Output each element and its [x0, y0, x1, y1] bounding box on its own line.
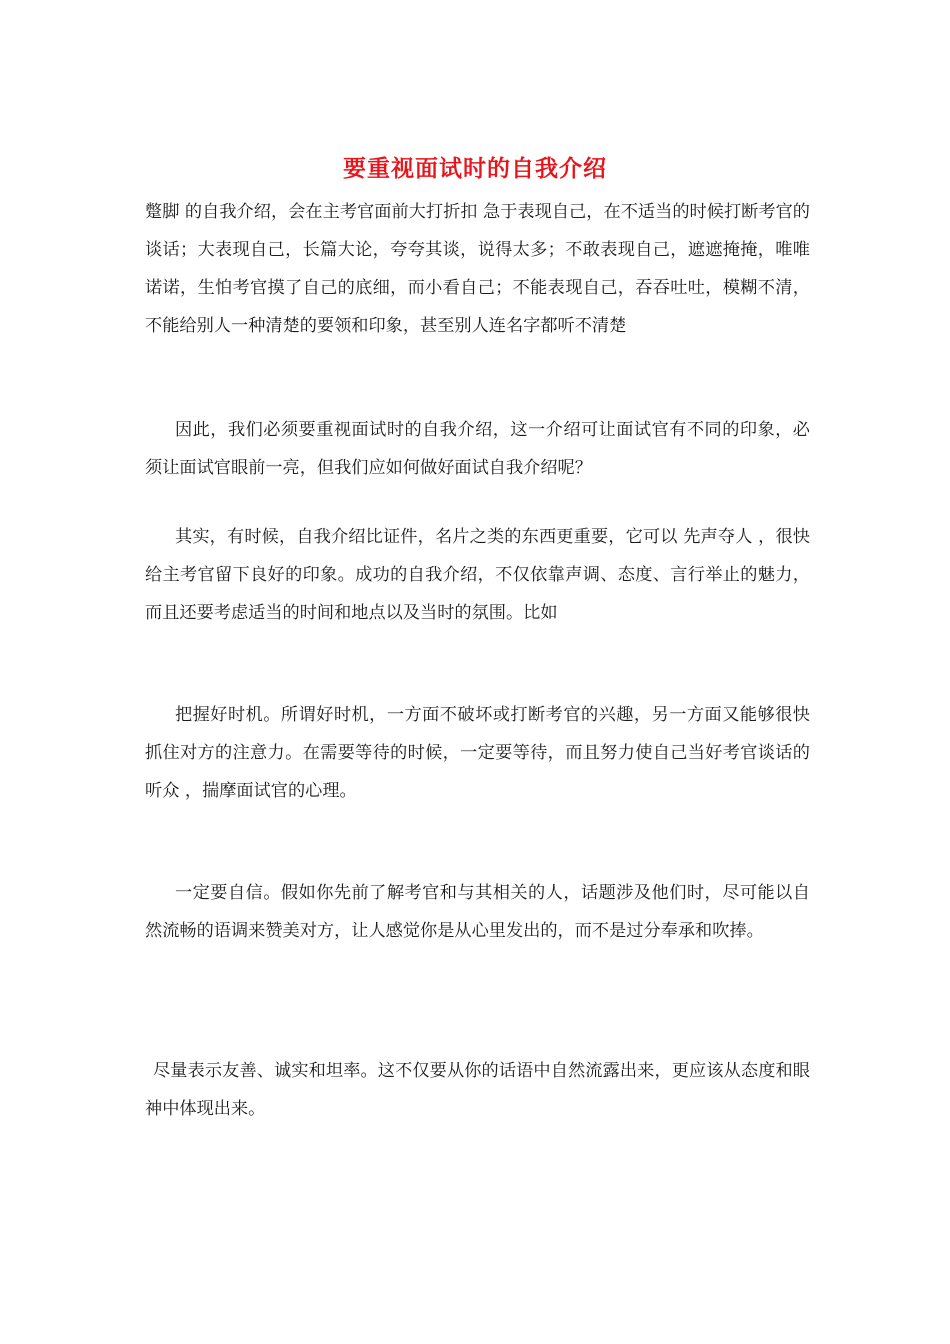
document-title: 要重视面试时的自我介绍 [343, 156, 607, 182]
paragraph-1: 蹩脚 的自我介绍，会在主考官面前大打折扣 急于表现自己，在不适当的时候打断考官的谈话；大表现自己，长篇大论，夸夸其谈，说得太多；不敢表现自己，遮遮掩掩，唯唯诺诺，生怕考官摸了自己的底细，而小看自己；不能表现自己，吞吞吐吐，模糊不清，不能给别人一种清楚的要领和印象，甚至别人连名字都听不清楚 [145, 202, 810, 336]
paragraph-3: 其实，有时候，自我介绍比证件，名片之类的东西更重要，它可以 先声夺人 ，很快给主考官留下良好的印象。成功的自我介绍，不仅依靠声调、态度、言行举止的魅力，而且还要考虑适当的时间和地点以及当时的氛围。比如 [145, 527, 810, 623]
paragraph-4: 把握好时机。所谓好时机，一方面不破坏或打断考官的兴趣，另一方面又能够很快抓住对方的注意力。在需要等待的时候，一定要等待，而且努力使自己当好考官谈话的听众 ，揣摩面试官的心理。 [145, 705, 810, 801]
paragraph-6: 尽量表示友善、诚实和坦率。这不仅要从你的话语中自然流露出来，更应该从态度和眼神中体现出来。 [145, 1061, 810, 1119]
paragraph-5: 一定要自信。假如你先前了解考官和与其相关的人，话题涉及他们时，尽可能以自然流畅的语调来赞美对方，让人感觉你是从心里发出的，而不是过分奉承和吹捧。 [145, 883, 810, 941]
paragraph-2: 因此，我们必须要重视面试时的自我介绍，这一介绍可让面试官有不同的印象，必须让面试官眼前一亮，但我们应如何做好面试自我介绍呢？ [145, 420, 810, 478]
